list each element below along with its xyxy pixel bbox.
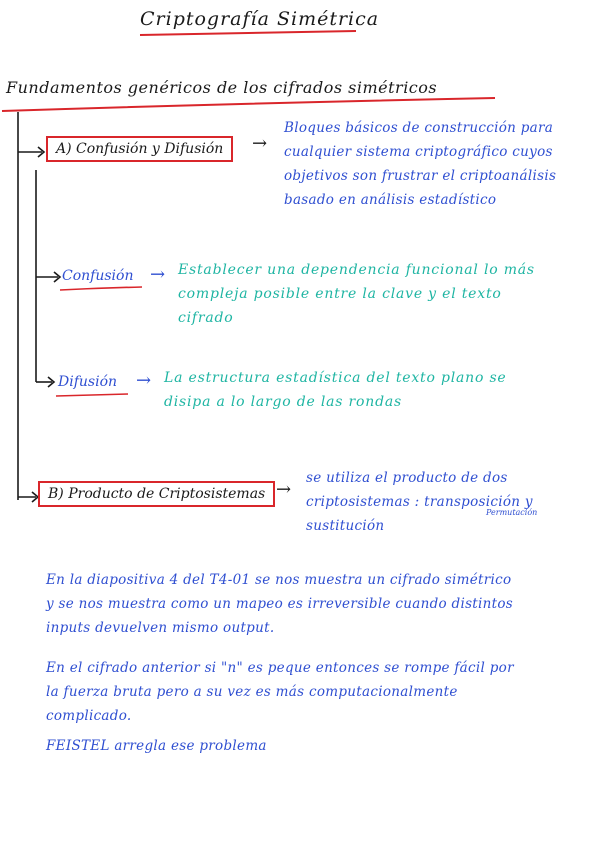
text-line: sustitución (306, 518, 385, 534)
note-paragraph-3: FEISTEL arregla ese problema (46, 738, 267, 754)
arrow-right-icon: → (276, 479, 292, 500)
text-line: La estructura estadística del texto plano se (164, 370, 507, 386)
section-a-description (284, 116, 594, 212)
page-title: Criptografía Simétrica (140, 8, 380, 30)
text-line: compleja posible entre la clave y el texto (178, 286, 502, 302)
text-line: basado en análisis estadístico (284, 192, 497, 208)
subtitle-underline (2, 98, 495, 111)
permutation-note: Permutación (486, 508, 538, 517)
text-line: la fuerza bruta pero a su vez es más computacionalmente (46, 684, 458, 700)
arrow-right-icon: → (136, 370, 152, 391)
title-underline (140, 31, 356, 35)
text-line: cualquier sistema criptográfico cuyos (284, 144, 553, 160)
confusion-term: Confusión (62, 268, 134, 284)
difusion-description (164, 366, 594, 414)
text-line: inputs devuelven mismo output. (46, 620, 275, 636)
section-b-box: B) Producto de Criptosistemas (38, 481, 275, 507)
difusion-term: Difusión (58, 374, 118, 390)
text-line: cifrado (178, 310, 234, 326)
text-line: disipa a lo largo de las rondas (164, 394, 402, 410)
text-line: En la diapositiva 4 del T4-01 se nos muestra un cifrado simétrico (46, 572, 512, 588)
text-line: En el cifrado anterior si "n" es peque entonces se rompe fácil por (46, 660, 514, 676)
arrow-right-icon: → (150, 264, 166, 285)
page-subtitle: Fundamentos genéricos de los cifrados simétricos (6, 78, 438, 97)
confusion-underline (60, 287, 142, 290)
text-line: objetivos son frustrar el criptoanálisis (284, 168, 557, 184)
text-line: complicado. (46, 708, 132, 724)
section-b-description (306, 466, 594, 538)
text-line: se utiliza el producto de dos (306, 470, 508, 486)
difusion-underline (56, 394, 128, 396)
confusion-description (178, 258, 596, 330)
text-line: Establecer una dependencia funcional lo más (178, 262, 535, 278)
arrow-right-icon: → (252, 133, 268, 154)
note-paragraph-1 (46, 568, 596, 640)
note-paragraph-2 (46, 656, 596, 728)
text-line: criptosistemas : transposición y (306, 494, 533, 510)
section-a-box: A) Confusión y Difusión (46, 136, 233, 162)
text-line: Bloques básicos de construcción para (284, 120, 554, 136)
text-line: y se nos muestra como un mapeo es irreversible cuando distintos (46, 596, 514, 612)
